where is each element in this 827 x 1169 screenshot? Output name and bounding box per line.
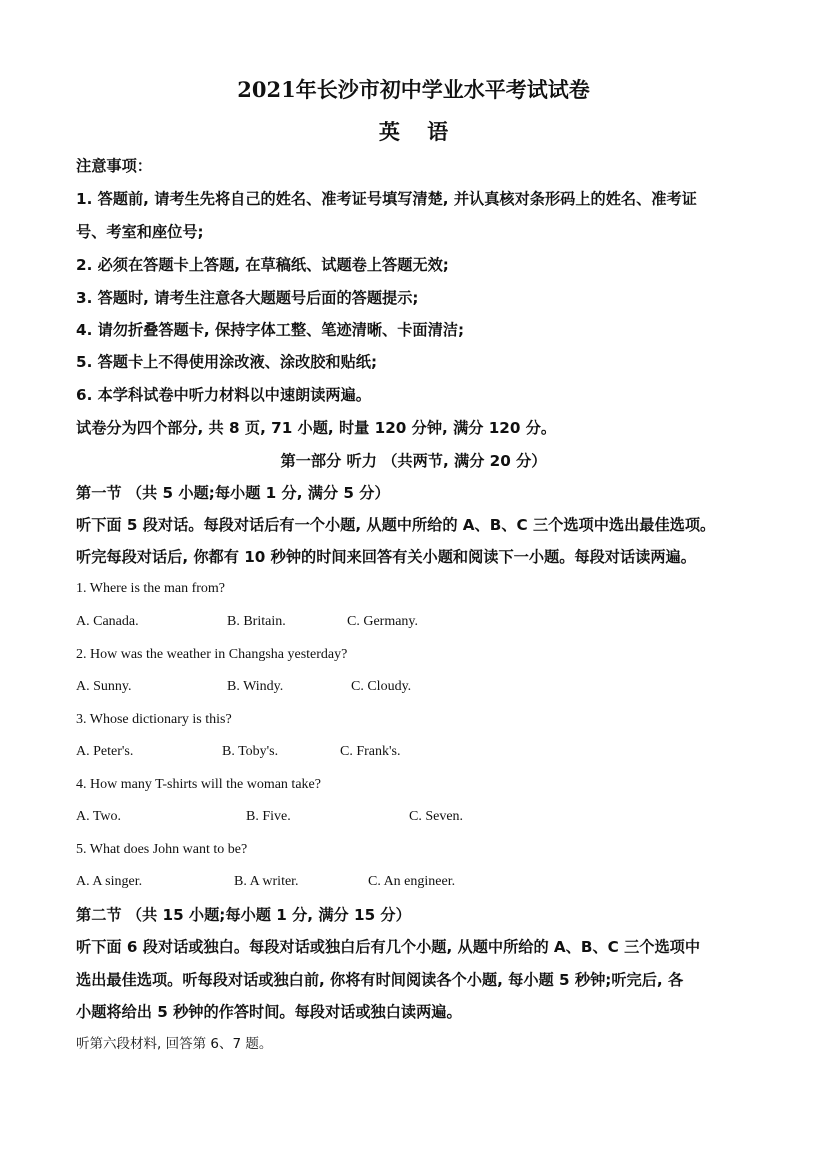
question-stem: 4. How many T-shirts will the woman take? (76, 777, 321, 792)
option-c: C. Germany. (347, 614, 419, 629)
notice-line: 号、考室和座位号; (76, 223, 204, 241)
section2-note: 听第六段材料, 回答第 6、7 题。 (76, 1036, 273, 1052)
section2-instruction: 选出最佳选项。听每段对话或独白前, 你将有时间阅读各个小题, 每小题 5 秒钟;听完后, 各 (76, 971, 684, 989)
subject-title: 英 语 (378, 119, 459, 144)
section2-instruction: 小题将给出 5 秒钟的作答时间。每段对话或独白读两遍。 (76, 1003, 462, 1021)
section1-instruction: 听完每段对话后, 你都有 10 秒钟的时间来回答有关小题和阅读下一小题。每段对话读两遍。 (76, 548, 696, 566)
notice-line: 2. 必须在答题卡上答题, 在草稿纸、试题卷上答题无效; (76, 256, 449, 274)
part1-heading: 第一部分 听力 （共两节, 满分 20 分） (280, 452, 547, 470)
section2-heading: 第二节 （共 15 小题;每小题 1 分, 满分 15 分） (76, 906, 411, 924)
question-stem: 3. Whose dictionary is this? (76, 712, 232, 727)
option-b: B. Windy. (227, 679, 284, 694)
notice-line: 1. 答题前, 请考生先将自己的姓名、准考证号填写清楚, 并认真核对条形码上的姓名、准考证 (76, 190, 697, 208)
option-b: B. Toby's. (222, 744, 279, 759)
option-b: B. Britain. (227, 614, 286, 629)
question-stem: 1. Where is the man from? (76, 581, 226, 596)
option-b: B. Five. (246, 809, 291, 824)
option-c: C. Cloudy. (351, 679, 412, 694)
notice-line: 5. 答题卡上不得使用涂改液、涂改胶和贴纸; (76, 353, 378, 371)
question-stem: 5. What does John want to be? (76, 842, 248, 857)
option-a: A. Two. (76, 809, 122, 824)
option-c: C. An engineer. (368, 874, 456, 889)
option-a: A. A singer. (76, 874, 143, 889)
option-a: A. Sunny. (76, 679, 132, 694)
notice-line: 4. 请勿折叠答题卡, 保持字体工整、笔迹清晰、卡面清洁; (76, 321, 465, 339)
section1-instruction: 听下面 5 段对话。每段对话后有一个小题, 从题中所给的 A、B、C 三个选项中选出最佳选项。 (76, 516, 716, 534)
section1-heading: 第一节 （共 5 小题;每小题 1 分, 满分 5 分） (76, 484, 390, 502)
option-a: A. Canada. (76, 614, 139, 629)
notice-line: 6. 本学科试卷中听力材料以中速朗读两遍。 (76, 386, 371, 404)
question-stem: 2. How was the weather in Changsha yesterday? (76, 647, 348, 662)
notice-line: 3. 答题时, 请考生注意各大题题号后面的答题提示; (76, 289, 419, 307)
option-c: C. Frank's. (340, 744, 401, 759)
exam-summary: 试卷分为四个部分, 共 8 页, 71 小题, 时量 120 分钟, 满分 120 分。 (76, 419, 557, 437)
notice-heading: 注意事项： (76, 157, 152, 175)
option-c: C. Seven. (409, 809, 464, 824)
section2-instruction: 听下面 6 段对话或独白。每段对话或独白后有几个小题, 从题中所给的 A、B、C 三个选项中 (76, 938, 701, 956)
exam-title: 2021年长沙市初中学业水平考试试卷 (237, 77, 590, 102)
option-a: A. Peter's. (76, 744, 134, 759)
option-b: B. A writer. (234, 874, 299, 889)
